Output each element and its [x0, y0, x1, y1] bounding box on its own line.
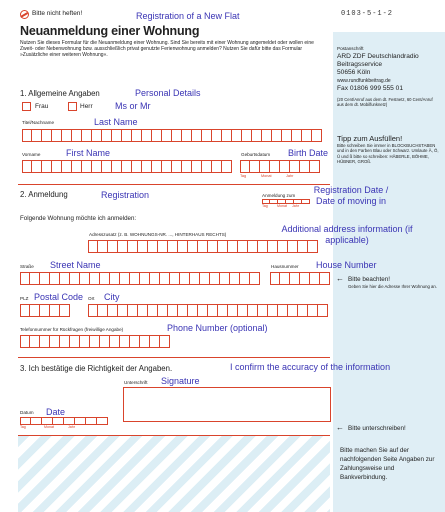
street-label: Straße: [20, 264, 34, 269]
date-label: Datum: [20, 410, 34, 415]
date-annotation: Date: [46, 407, 66, 417]
section3-heading: 3. Ich bestätige die Richtigkeit der Angaben.: [20, 364, 173, 373]
registration-date-label: Anmeldung zum: [262, 193, 296, 198]
title-annotation: Registration of a New Flat: [136, 11, 240, 21]
form-code-area: [333, 0, 445, 32]
no-staple-notice: [20, 10, 82, 19]
address-block: [337, 53, 419, 93]
birth-label: Geburtsdatum: [241, 152, 271, 157]
birth-date-input[interactable]: [240, 160, 320, 173]
reg-year-hint: Jahr: [292, 204, 299, 208]
section1-heading: 1. Allgemeine Angaben: [20, 89, 100, 98]
date-day-hint: Tag: [20, 425, 26, 429]
signature-annotation: Signature: [161, 376, 200, 386]
section1-annotation: Personal Details: [135, 88, 201, 98]
fax-note: (20 Cent/Anruf aus dem dt. Festnetz, 60 Cent/Anruf aus dem dt. Mobilfunknetz): [337, 97, 433, 107]
address-extra-input[interactable]: [88, 240, 318, 253]
no-staple-icon: [20, 10, 29, 19]
divider: [18, 184, 330, 185]
phone-label: Telefonnummer für Rückfragen (freiwillige Angabe): [20, 327, 124, 332]
page-title: Neuanmeldung einer Wohnung: [20, 24, 200, 38]
address-line: www.rundfunkbeitrag.de: [337, 78, 391, 84]
street-annotation: Street Name: [50, 260, 101, 270]
birth-day-hint: Tag: [240, 174, 247, 178]
date-input[interactable]: [20, 417, 108, 425]
date-year-hint: Jahr: [68, 425, 75, 429]
arrow-left-icon: ←: [336, 423, 344, 432]
address-line: ARD ZDF Deutschlandradio: [337, 53, 419, 60]
birth-year-hint: Jahr: [286, 174, 294, 178]
intro-text: Nutzen Sie dieses Formular für die Neuanmeldung einer Wohnung. Sind Sie bereits mit einer Wohnung angemeldet oder wollen eine Zweit- oder Nebenwohnung bzw. ausschließlich privat genutzte Ferienwohnung anmelden? Nutzen Sie dafür bitte das Formular »Zusätzliche einer weiteren Wohnung«.: [20, 40, 314, 58]
address-label: Postanschrift: [337, 46, 364, 51]
notice-title: Bitte beachten!: [348, 276, 391, 283]
plz-label: PLZ: [20, 296, 29, 301]
form-code: 0103-5-1-2: [341, 10, 394, 18]
house-annotation: House Number: [316, 260, 377, 270]
checkbox-frau[interactable]: [22, 102, 31, 111]
option-frau-label: Frau: [35, 103, 49, 110]
section2-annotation: Registration: [101, 190, 150, 200]
striped-footer: [18, 436, 330, 512]
phone-annotation: Phone Number (optional): [167, 323, 268, 333]
city-annotation: City: [104, 292, 120, 302]
first-name-input[interactable]: [22, 160, 232, 173]
flat-label: Folgende Wohnung möchte ich anmelden:: [20, 215, 137, 222]
birth-month-hint: Monat: [261, 174, 272, 178]
option-annotation: Ms or Mr: [115, 101, 151, 111]
signature-label: Unterschrift: [124, 380, 148, 385]
first-name-label: Vorname: [22, 152, 41, 157]
no-staple-label: Bitte nicht heften!: [32, 10, 83, 18]
plz-annotation: Postal Code: [34, 292, 84, 302]
section2-heading: 2. Anmeldung: [20, 190, 68, 199]
address-extra-annotation: Additional address information (if applicable): [281, 224, 413, 245]
address-line: Beitragsservice: [337, 61, 383, 68]
plz-input[interactable]: [20, 304, 70, 317]
house-number-input[interactable]: [270, 272, 330, 285]
divider: [18, 357, 330, 358]
reg-day-hint: Tag: [262, 204, 268, 208]
registration-date-annotation: Registration Date / Date of moving in: [313, 185, 389, 206]
sign-note: Bitte unterschreiben!: [348, 425, 406, 432]
option-herr-label: Herr: [80, 103, 93, 110]
first-name-annotation: First Name: [66, 148, 111, 158]
date-month-hint: Monat: [44, 425, 54, 429]
tip-title: Tipp zum Ausfüllen!: [337, 134, 403, 143]
reg-month-hint: Monat: [277, 204, 287, 208]
phone-input[interactable]: [20, 335, 170, 348]
section3-annotation: I confirm the accuracy of the information: [230, 362, 391, 372]
address-extra-label: Adresszusatz (z. B. WOHNUNGS-NR. ..., HINTERHAUS RECHTS): [89, 232, 227, 237]
birth-annotation: Birth Date: [288, 148, 329, 158]
street-input[interactable]: [20, 272, 260, 285]
divider: [18, 435, 330, 436]
signature-field[interactable]: [123, 387, 331, 422]
notice-text: Geben Sie hier die Adresse Ihrer Wohnung an.: [348, 284, 438, 289]
name-input[interactable]: [22, 129, 322, 142]
address-line: 50656 Köln: [337, 69, 371, 76]
house-label: Hausnummer: [271, 264, 299, 269]
name-annotation: Last Name: [94, 117, 138, 127]
name-label: Titel/Nachname: [22, 120, 54, 125]
city-input[interactable]: [88, 304, 328, 317]
payment-note: Bitte machen Sie auf der nachfolgenden Seite Angaben zur Zahlungsweise und Bankverbindung.: [340, 447, 435, 481]
checkbox-herr[interactable]: [68, 102, 77, 111]
tip-text: Bitte schreiben Sie immer in BLOCKBUCHSTABEN und in den Farben Blau oder Schwarz. Umlaute Ä, Ö, Ü und ß bitte so schreiben: HÄBERLE, BÖHME, HÜBNER, GROß.: [337, 143, 439, 164]
arrow-left-icon: ←: [336, 274, 344, 283]
city-label: Ort: [88, 296, 95, 301]
address-line: Fax 01806 999 555 01: [337, 85, 403, 92]
